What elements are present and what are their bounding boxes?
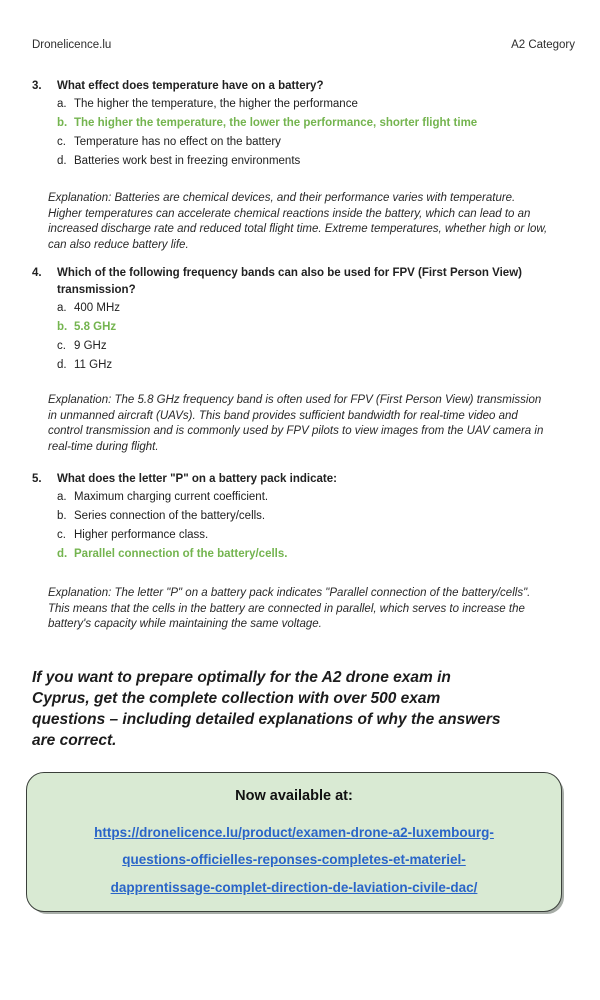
option-letter: b. xyxy=(57,510,67,522)
explanation-text: Explanation: The 5.8 GHz frequency band is often used for FPV (First Person View) transmission in unmanned aircraft (UAVs). This band provides sufficient bandwidth for real-time video and control transmission and is commonly used by FPV pilots to view images from the UAV camera in real-time during flight. xyxy=(48,394,544,453)
option-c xyxy=(57,133,575,152)
question-title-row xyxy=(32,78,575,95)
option-text: The higher the temperature, the higher the performance xyxy=(74,98,358,110)
option-c xyxy=(57,526,575,545)
explanation-text: Explanation: The letter "P" on a battery pack indicates "Parallel connection of the battery/cells". This means that the cells in the battery are connected in parallel, which serves to increase the battery's capacity while maintaining the same voltage. xyxy=(48,587,531,630)
category-label: A2 Category xyxy=(511,39,575,51)
question-number: 5. xyxy=(32,473,42,485)
question-block-3 xyxy=(32,78,575,253)
options-list xyxy=(57,299,575,375)
promo-line: questions – including detailed explanations of why the answers xyxy=(32,710,501,728)
question-number: 3. xyxy=(32,80,42,92)
option-b-correct xyxy=(57,114,575,133)
options-list xyxy=(57,488,575,564)
option-text: Parallel connection of the battery/cells. xyxy=(74,548,288,560)
question-number: 4. xyxy=(32,267,42,279)
options-list xyxy=(57,95,575,171)
option-letter: a. xyxy=(57,302,67,314)
option-a xyxy=(57,299,575,318)
option-a xyxy=(57,488,575,507)
option-letter: c. xyxy=(57,136,66,148)
question-list xyxy=(32,78,575,633)
option-letter: a. xyxy=(57,491,67,503)
availability-box xyxy=(26,772,562,912)
option-text: Maximum charging current coefficient. xyxy=(74,491,269,503)
option-b xyxy=(57,507,575,526)
option-text: 5.8 GHz xyxy=(74,321,117,333)
option-letter: b. xyxy=(57,117,68,129)
promo-paragraph xyxy=(32,667,575,751)
question-title: What does the letter "P" on a battery pack indicate: xyxy=(57,473,337,485)
promo-line: Cyprus, get the complete collection with over 500 exam xyxy=(32,689,441,707)
option-text: 11 GHz xyxy=(74,359,113,371)
promo-line: are correct. xyxy=(32,731,117,749)
promo-line: If you want to prepare optimally for the A2 drone exam in xyxy=(32,668,451,686)
option-c xyxy=(57,337,575,356)
option-text: The higher the temperature, the lower the performance, shorter flight time xyxy=(74,117,478,129)
option-text: Series connection of the battery/cells. xyxy=(74,510,266,522)
option-text: 9 GHz xyxy=(74,340,107,352)
option-text: 400 MHz xyxy=(74,302,121,314)
question-title: What effect does temperature have on a battery? xyxy=(57,80,324,92)
explanation-text: Explanation: Batteries are chemical devices, and their performance varies with temperature. Higher temperatures can accelerate chemical reactions inside the battery, which can lead to an increased discharge rate and reduced total flight time. Extreme temperatures, whether high or low, can also reduce battery life. xyxy=(48,192,548,251)
option-a xyxy=(57,95,575,114)
product-link[interactable] xyxy=(27,819,561,902)
option-text: Temperature has no effect on the battery xyxy=(74,136,281,148)
option-letter: a. xyxy=(57,98,67,110)
option-letter: b. xyxy=(57,321,68,333)
option-b-correct xyxy=(57,318,575,337)
option-text: Higher performance class. xyxy=(74,529,209,541)
product-link-line[interactable]: questions-officielles-reponses-completes-et-materiel- xyxy=(122,852,466,867)
option-d xyxy=(57,356,575,375)
question-block-5 xyxy=(32,471,575,633)
option-letter: c. xyxy=(57,340,66,352)
question-title: Which of the following frequency bands can also be used for FPV (First Person View) transmission? xyxy=(57,267,522,296)
option-letter: d. xyxy=(57,548,68,560)
question-title-row xyxy=(32,265,575,299)
product-link-line[interactable]: dapprentissage-complet-direction-de-laviation-civile-dac/ xyxy=(110,879,478,895)
option-letter: c. xyxy=(57,529,66,541)
option-d xyxy=(57,152,575,171)
option-text: Batteries work best in freezing environments xyxy=(74,155,301,167)
site-name: Dronelicence.lu xyxy=(32,39,112,51)
availability-title: Now available at: xyxy=(235,787,353,804)
option-letter: d. xyxy=(57,155,67,167)
question-title-row xyxy=(32,471,575,488)
page-header xyxy=(32,38,575,52)
question-block-4 xyxy=(32,265,575,455)
option-d-correct xyxy=(57,545,575,564)
product-link-line[interactable]: https://dronelicence.lu/product/examen-drone-a2-luxembourg- xyxy=(94,824,494,840)
option-letter: d. xyxy=(57,359,67,371)
